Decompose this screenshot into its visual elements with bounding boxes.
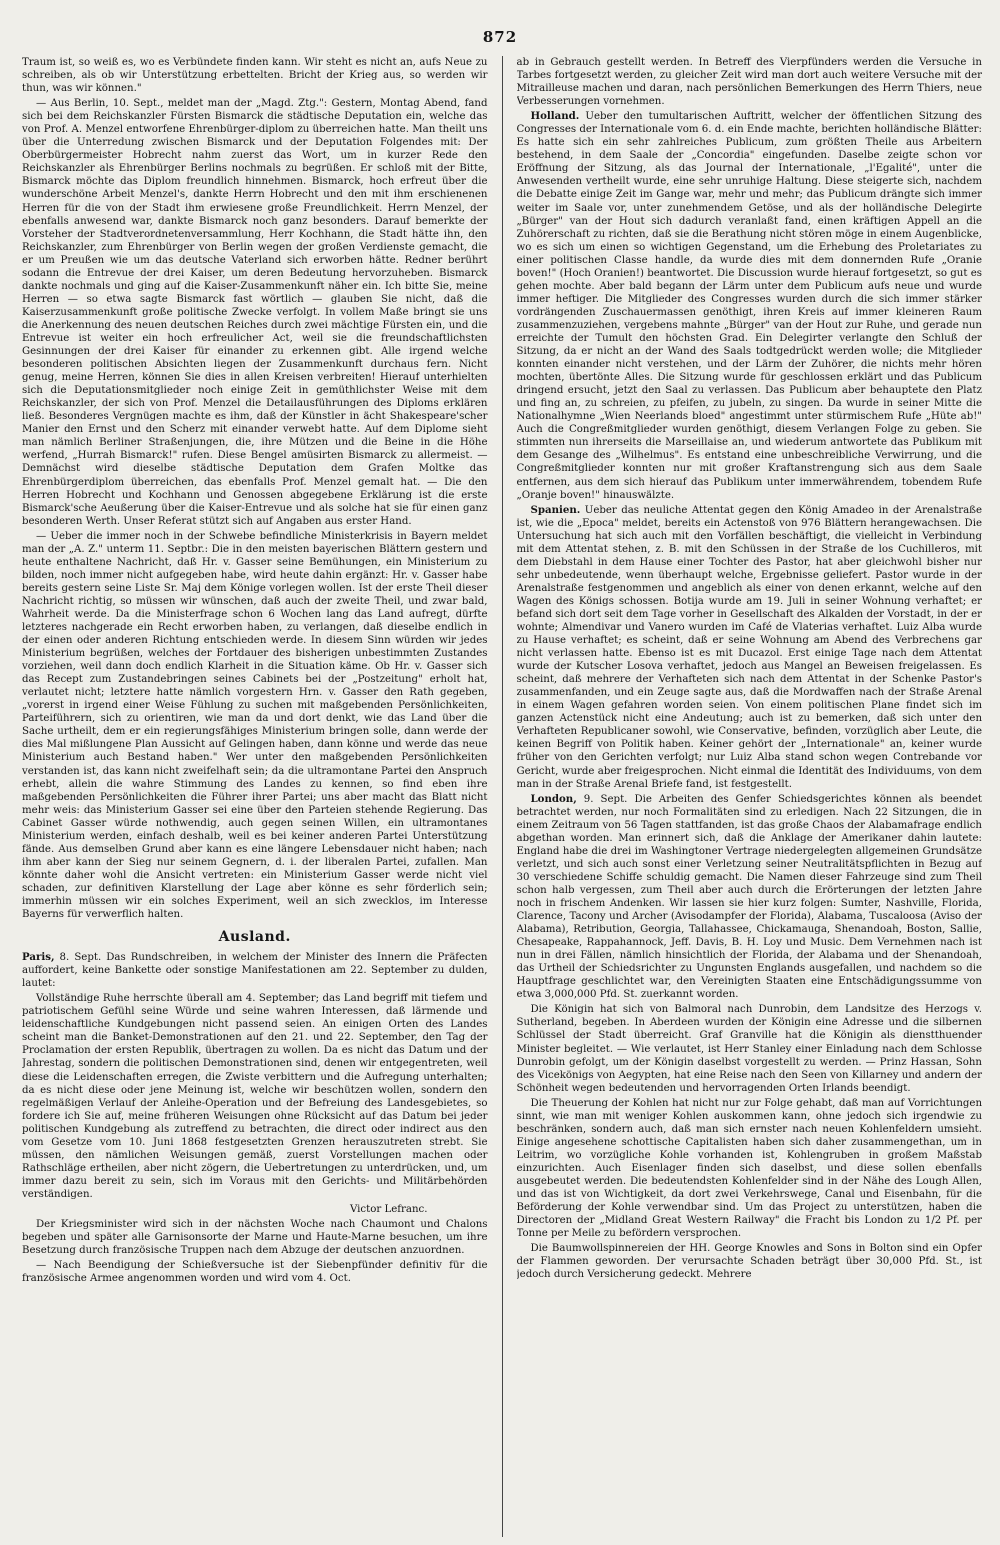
dateline: Holland. xyxy=(530,110,580,123)
paragraph-text: Die Königin hat sich von Balmoral nach Dunrobin, dem Landsitze des Herzogs v. Sutherland, begeben. In Aberdeen wurden der Königin eine Adresse und die silbernen Schlüssel der Stadt überreicht. Graf Granville hat die Königin als dienstthuender Minister begleitet. — Wie verlautet, ist Herr Stanley einer Einladung nach dem Schlosse Dunrobin gefolgt, um der Königin daselbst vorgestellt zu werden. — Prinz Hassan, Sohn des Vicekönigs von Aegypten, hat eine Reise nach den Seen von Killarney und andern der Schönheit wegen bedeutenden und hervorragenden Orten Irlands beendigt. xyxy=(516,1004,982,1094)
left-column-paragraphs-top xyxy=(22,56,488,921)
signature xyxy=(22,1203,488,1216)
paragraph-coal xyxy=(517,1097,983,1241)
paragraph-text: Der Kriegsminister wird sich in der nächsten Woche nach Chaumont und Chalons begeben und später alle Garnisonsorte der Marne und Haute-Marne besuchen, um ihre Besetzung durch französische Truppen nach dem Abzuge der deutschen anzuordnen. xyxy=(22,1219,488,1257)
paragraph-paris xyxy=(22,951,488,990)
paragraph-london xyxy=(517,793,983,1002)
paragraph-war-minister xyxy=(22,1218,488,1257)
paragraph-artillery xyxy=(22,1259,488,1285)
paragraph-text: Vollständige Ruhe herrschte überall am 4. September; das Land begriff mit tiefem und patriotischem Gefühl seine Würde und seine wahren Interessen, daß lärmende und leidenschaftliche Kundgebungen nicht passend seien. An einigen Orten des Landes scheint man die Banket-Demonstrationen auf den 21. und 22. September, den Tag der Proclamation der ersten Republik, übertragen zu wollen. Da es nicht das Datum und der Jahrestag, sondern die politischen Demonstrationen sind, denen wir entgegentreten, weil diese die Leidenschaften erregen, die Zwiste verbittern und die Aufregung unterhalten; da es nicht diese oder jene Meinung ist, welche wir beschützen wollen, sondern den regelmäßigen Verlauf der Anleihe-Operation und der Befreiung des Landesgebietes, so fordere ich Sie auf, meine früheren Weisungen ohne Rücksicht auf das Datum bei jeder politischen Kundgebung als zutreffend zu betrachten, die direct oder indirect aus den vom Gesetze vom 10. Juni 1868 festgesetzten Grenzen herauszutreten strebt. Sie müssen, den nämlichen Weisungen gemäß, zuerst Vorstellungen machen oder Rathschläge ertheilen, aber nicht zögern, die Uebertretungen zu unterdrücken, und, um immer dazu bereit zu sein, sich im Voraus mit den Gerichts- und Militärbehörden verständigen. xyxy=(22,993,488,1200)
paragraph-text: Ueber das neuliche Attentat gegen den König Amadeo in der Arenalstraße ist, wie die „Epoca" meldet, bereits ein Actenstoß von 976 Blättern herangewachsen. Die Untersuchung hat sich auch mit den Vorfällen beschäftigt, die vielleicht in Verbindung mit dem Attentat stehen, z. B. mit den Schüssen in der Straße de los Cuchilleros, mit dem Diebstahl in dem Hause einer Tochter des Pastor, hat aber gleichwohl bisher nur sehr unbedeutende, wenn überhaupt welche, Ergebnisse geliefert. Pastor wurde in der Arenalstraße festgenommen und angeblich als einer von denen erkannt, welche auf den Wagen des Königs schossen. Botija wurde am 19. Juli in seiner Wohnung verhaftet; er befand sich dort seit dem Tage vorher in Gesellschaft des Alkalden der Vorstadt, in der er wohnte; Almendivar und Vanero wurden im Café de Vlaterias verhaftet. Luiz Alba wurde zu Hause verhaftet; es scheint, daß er seine Wohnung am Abend des Verbrechens gar nicht verlassen hatte. Ebenso ist es mit Ducazol. Erst einige Tage nach dem Attentat wurde der Kutscher Losova verhaftet, jedoch aus Mangel an Beweisen freigelassen. Es scheint, daß mehrere der Verhafteten sich nach dem Attentat in der Schenke Pastor's zusammenfanden, und ein Zeuge sagte aus, daß die Mordwaffen nach der Straße Arenal in einem Wagen gefahren worden seien. Von einem politischen Plane findet sich im ganzen Actenstück nicht eine Andeutung; auch ist zu bemerken, daß sich unter den Verhafteten Republicaner sowohl, wie Conservative, befinden, vorzüglich aber Leute, die keinen Begriff von Politik haben. Keiner gehört der „Internationale" an, keiner wurde früher von den Gerichten verfolgt; nur Luiz Alba stand schon wegen Contrebande vor Gericht, wurde aber freigesprochen. Nicht einmal die Identität des Individuums, von dem man in der Straße Arenal Briefe fand, ist festgestellt. xyxy=(516,504,982,790)
left-column-paragraphs-bottom xyxy=(22,951,488,1285)
paragraph-text: — Ueber die immer noch in der Schwebe befindliche Ministerkrisis in Bayern meldet man der „A. Z." unterm 11. Septbr.: Die in den meisten bayerischen Blättern gestern und heute enthaltene Nachricht, daß Hr. v. Gasser seine Bemühungen, ein Ministerium zu bilden, noch immer nicht aufgegeben habe, wird heute dahin ergänzt: Hr. v. Gasser habe bereits gestern seine Liste Sr. Maj dem Könige vorlegen wollen. Ist der erste Theil dieser Nachricht richtig, so müssen wir wünschen, daß auch der zweite Theil, und zwar bald, Wahrheit werde. Da die Ministerfrage schon 6 Wochen lang das Land aufregt, dürfte letzteres nachgerade ein Recht erworben haben, zu verlangen, daß dieselbe endlich in der einen oder anderen Richtung entschieden werde. In diesem Sinn würden wir jedes Ministerium begrüßen, welches der Fortdauer des bisherigen unbestimmten Zustandes vorziehen, weil dann doch endlich Klarheit in die Situation käme. Ob Hr. v. Gasser sich das Recept zum Zustandebringen seines Cabinets bei der „Postzeitung" erholt hat, verlautet nicht; letztere hatte nämlich vorgestern Hrn. v. Gasser den Rath gegeben, „vorerst in irgend einer Weise Fühlung zu suchen mit maßgebenden Persönlichkeiten, Parteiführern, sich zu orientiren, wie man da und dort denkt, wie das Land über die Sache urtheilt, dem er ein regierungsfähiges Ministerium bringen solle, dann werde der dies Mal mißlungene Plan Aussicht auf Gelingen haben, dann könne und werde das neue Ministerium auch Bestand haben." Wer unter den maßgebenden Persönlichkeiten verstanden ist, das kann nicht zweifelhaft sein; da die ultramontane Partei den Anspruch erhebt, allein die wahre Stimmung des Landes zu kennen, so find eben ihre maßgebenden Persönlichkeiten die Führer ihrer Partei; uns aber macht das Blatt nicht mehr weis: das Ministerium Gasser sei eine über den Parteien stehende Regierung. Das Cabinet Gasser würde nothwendig, auch gegen seinen Willen, ein ultramontanes Ministerium werden, einfach deshalb, weil es bei keiner anderen Partei Unterstützung fände. Aus demselben Grund aber kann es eine längere Lebensdauer nicht haben; nach ihm aber kann der Sieg nur seinem Gegnern, d. i. der liberalen Partei, zufallen. Man könnte daher wohl die Ansicht vertreten: ein Ministerium Gasser werde nicht viel schaden, zur definitiven Klarstellung der Lage aber könne es sehr förderlich sein; immerhin müssen wir ein solches Experiment, weil an sich zwecklos, im Interesse Bayerns für verwerflich halten. xyxy=(22,530,488,921)
paragraph-circular xyxy=(22,992,488,1201)
paragraph-left-1 xyxy=(22,97,488,528)
page-number: 872 xyxy=(482,28,518,46)
paragraph-right-0 xyxy=(517,56,983,108)
paragraph-text: Die Theuerung der Kohlen hat nicht nur zur Folge gehabt, daß man auf Vorrichtungen sinnt, wie man mit weniger Kohlen auskommen kann, ohne jedoch sich irgendwie zu beschränken, sondern auch, daß man sich ernster nach neuen Kohlenfeldern umsieht. Einige angesehene schottische Capitalisten haben sich daher zusammengethan, um in Leitrim, wo vorzügliche Kohle vorhanden ist, Kohlengruben in großem Maßstab einzurichten. Auch Eisenlager finden sich daselbst, und diese sollen ebenfalls ausgebeutet werden. Die bedeutendsten Kohlenfelder sind in der Nähe des Lough Allen, und das ist von Wichtigkeit, da dort zwei Verkehrswege, Canal und Eisenbahn, für die Beförderung der Kohle verwendbar sind. Um das Project zu unterstützen, haben die Directoren der „Midland Great Western Railway" die Fracht bis London zu 1/2 Pf. per Tonne per Meile zu befördern versprochen. xyxy=(516,1097,982,1240)
paragraph-text: Ueber den tumultarischen Auftritt, welcher der öffentlichen Sitzung des Congresses der Internationale vom 6. d. ein Ende machte, berichten holländische Blätter: Es hatte sich ein sehr zahlreiches Publicum, zum größten Theile aus Arbeitern bestehend, in dem Saale der „Concordia" eingefunden. Daselbe zeigte schon vor Eröffnung der Sitzung, als das Journal der Internationale, „l'Egalité", unter die Anwesenden vertheilt wurde, eine sehr unruhige Haltung. Diese steigerte sich, nachdem die Debatte einige Zeit im Gange war, mehr und mehr; das Publicum drängte sich immer weiter im Saale vor, unter zunehmendem Getöse, und als der holländische Delegirte „Bürger" van der Hout sich dadurch veranlaßt fand, einen kräftigen Appell an die Zuhörerschaft zu richten, daß sie die Berathung nicht stören möge in einem Augenblicke, wo es sich um einen so wichtigen Gegenstand, um die Erhebung des Proletariates zu einer politischen Classe handle, da wurde dies mit dem donnernden Rufe „Oranie boven!" (Hoch Oranien!) beantwortet. Die Discussion wurde hierauf fortgesetzt, so gut es gehen mochte. Aber bald begann der Lärm unter dem Publicum aufs neue und wurde immer heftiger. Die Mitglieder des Congresses wurden durch die sich immer stärker vordrängenden Zuschauermassen genöthigt, ihren Kreis auf immer kleineren Raum zusammenzuziehen, vergebens mahnte „Bürger" van der Hout zur Ruhe, und gerade nun erreichte der Tumult den höchsten Grad. Ein Delegirter verlangte den Schluß der Sitzung, da er nicht an der Wand des Saals todtgedrückt werden wolle; die Mitglieder konnten einander nicht verstehen, und der Lärm der Zuhörer, die nichts mehr hören mochten, übertönte Alles. Die Sitzung wurde für geschlossen erklärt und das Publicum dringend ersucht, jetzt den Saal zu verlassen. Das Publicum aber behauptete den Platz und fing an, zu schreien, zu pfeifen, zu jubeln, zu singen. Da wurde in seiner Mitte die Nationalhymne „Wien Neerlands bloed" angestimmt unter stürmischem Rufe „Hüte ab!" Auch die Congreßmitglieder wurden genöthigt, diesem Verlangen Folge zu geben. Sie stimmten nun ihrerseits die Marseillaise an, und wiederum antwortete das Publikum mit dem Gesange des „Wilhelmus". Es entstand eine unbeschreibliche Verwirrung, und die Congreßmitglieder konnten nur mit großer Kraftanstrengung sich aus dem Saale entfernen, aus dem sich hierauf das Publikum unter immerwährendem, tobendem Rufe „Oranje boven!" hinauswälzte. xyxy=(516,111,982,501)
right-column-paragraphs xyxy=(517,56,983,1281)
signature-text: Victor Lefranc. xyxy=(350,1203,428,1215)
paragraph-holland xyxy=(517,110,983,501)
column-divider xyxy=(502,56,503,1537)
dateline: London, xyxy=(530,792,577,805)
paragraph-spain xyxy=(517,504,983,791)
paragraph-text: Die Baumwollspinnereien der HH. George Knowles and Sons in Bolton sind ein Opfer der Flammen geworden. Der verursachte Schaden beträgt über 30,000 Pfd. St., ist jedoch durch Versicherung gedeckt. Mehrere xyxy=(516,1243,982,1281)
section-heading: Ausland. xyxy=(218,929,291,946)
paragraph-text: 8. Sept. Das Rundschreiben, in welchem der Minister des Innern die Präfecten auffordert, keine Bankette oder sonstige Manifestationen am 22. September zu dulden, lautet: xyxy=(22,952,488,990)
paragraph-left-2 xyxy=(22,530,488,921)
paragraph-text: — Aus Berlin, 10. Sept., meldet man der „Magd. Ztg.": Gestern, Montag Abend, fand sich bei dem Reichskanzler Fürsten Bismarck die städtische Deputation ein, welche das von Prof. A. Menzel entworfene Ehrenbürger-diplom zu überreichen hatte. Man theilt uns über die Unterredung zwischen Bismarck und der Deputation Folgendes mit: Der Oberbürgermeister Hobrecht nahm zuerst das Wort, um in kurzer Rede den Reichskanzler als Ehrenbürger Berlins nochmals zu begrüßen. Er schloß mit der Bitte, Bismarck möchte das Diplom freundlich hinnehmen. Bismarck, hoch erfreut über die wunderschöne Arbeit Menzel's, dankte Herrn Hobrecht und den mit ihm erschienenen Herren für die von der Stadt ihm erwiesene große Freundlichkeit. Herrn Menzel, der ebenfalls anwesend war, dankte Bismarck noch ganz besonders. Darauf bemerkte der Vorsteher der Stadtverordnetenversammlung, Herr Kochhann, die Stadt hätte ihn, den Reichskanzler, zum Ehrenbürger von Berlin wegen der großen Verdienste gemacht, die er um Preußen wie um das deutsche Vaterland sich erworben hätte. Redner berührt sodann die Entrevue der drei Kaiser, um deren Bedeutung hervorzuheben. Bismarck dankte nochmals und ging auf die Kaiser-Zusammenkunft näher ein. Ich bitte Sie, meine Herren — so etwa sagte Bismarck fast wörtlich — glauben Sie nicht, daß die Kaiserzusammenkunft große politische Zwecke verfolgt. In vollem Maße bringt sie uns die Anerkennung des neuen deutschen Reiches durch zwei mächtige Fürsten ein, und die Entrevue ist weiter ein hoch erfreulicher Act, weil sie die freundschaftlichsten Gesinnungen der drei Kaiser für einander zu erkennen gibt. Alle irgend welche besonderen politischen Absichten liegen der Zusammenkunft durchaus fern. Nicht genug, meine Herren, können Sie dies in allen Kreisen verbreiten! Hierauf unterhielten sich die Deputationsmitglieder noch einige Zeit in gemüthlichster Weise mit dem Reichskanzler, der sich von Prof. Menzel die Detailausführungen des Diploms erklären ließ. Besonderes Vergnügen machte es ihm, daß der Künstler in ächt Shakespeare'scher Manier den Ernst und den Scherz mit einander verwebt hatte. Auf dem Diplome sieht man nämlich Berliner Straßenjungen, die, ihre Mützen und die Beine in die Höhe werfend, „Hurrah Bismarck!" rufen. Diese Bengel amüsirten Bismarck zu allermeist. — Demnächst wird dieselbe städtische Deputation dem Grafen Moltke das Ehrenbürgerdiplom überreichen, das ebenfalls Prof. Menzel gemalt hat. — Die den Herren Hobrecht und Kochhann und Genossen abgegebene Erklärung ist die erste Bismarck'sche Aeußerung über die Kaiser-Entrevue und als solche hat sie für einen ganz besonderen Werth. Unser Referat stützt sich auf Angaben aus erster Hand. xyxy=(22,98,488,527)
paragraph-queen xyxy=(517,1003,983,1094)
dateline: Spanien. xyxy=(530,503,581,516)
paragraph-text: — Nach Beendigung der Schießversuche ist der Siebenpfünder definitiv für die französische Armee angenommen worden und wird vom 4. Oct. xyxy=(22,1260,488,1285)
right-column xyxy=(517,56,983,1537)
columns xyxy=(22,56,982,1537)
paragraph-text: Traum ist, so weiß es, wo es Verbündete finden kann. Wir steht es nicht an, aufs Neue zu schreiben, als ob wir Unterstützung erbettelten. Bricht der Krieg aus, so werden wir thun, was wir können." xyxy=(22,57,488,95)
paragraph-left-0 xyxy=(22,56,488,95)
dateline: Paris, xyxy=(22,951,55,964)
paragraph-cotton-mills xyxy=(517,1242,983,1281)
paragraph-text: 9. Sept. Die Arbeiten des Genfer Schiedsgerichtes können als beendet betrachtet werden, nur noch Formalitäten sind zu erledigen. Nach 22 Sitzungen, die in einem Zeitraum von 56 Tagen stattfanden, ist das große Chaos der Alabamafrage endlich abgethan worden. Man erinnert sich, daß die Anklage der Amerikaner dahin lautete: England habe die drei im Washingtoner Vertrage niedergelegten allgemeinen Grundsätze verletzt, und sich auch sonst einer Verletzung seiner Neutralitätspflichten in Bezug auf 30 verschiedene Schiffe schuldig gemacht. Die Namen dieser Fahrzeuge sind zum Theil schon halb vergessen, zum Theil aber auch durch die Erörterungen der letzten Jahre noch in frischem Andenken. Wir lassen sie hier kurz folgen: Sumter, Nashville, Florida, Clarence, Tacony und Archer (Avisodampfer der Florida), Alabama, Tuscaloosa (Aviso der Alabama), Retribution, Georgia, Tallahassee, Chickamauga, Shenandoah, Boston, Sallie, Chesapeake, Rappahannock, Jeff. Davis, B. H. Loy und Music. Dem Vernehmen nach ist nun in drei Fällen, nämlich hinsichtlich der Florida, der Alabama und der Shenandoah, das Urtheil der Schiedsrichter zu Ungunsten Englands ausgefallen, und nachdem so die Hauptfrage geschlichtet war, den Vereinigten Staaten eine Entschädigungssumme von etwa 3,000,000 Pfd. St. zuerkannt worden. xyxy=(516,793,982,1001)
paragraph-text: ab in Gebrauch gestellt werden. In Betreff des Vierpfünders werden die Versuche in Tarbes fortgesetzt werden, zu gleicher Zeit wird man dort auch weitere Versuche mit der Mitrailleuse machen und daran, nach persönlichen Bemerkungen des Herrn Thiers, neue Verbesserungen vornehmen. xyxy=(516,57,982,108)
left-column xyxy=(22,56,488,1537)
